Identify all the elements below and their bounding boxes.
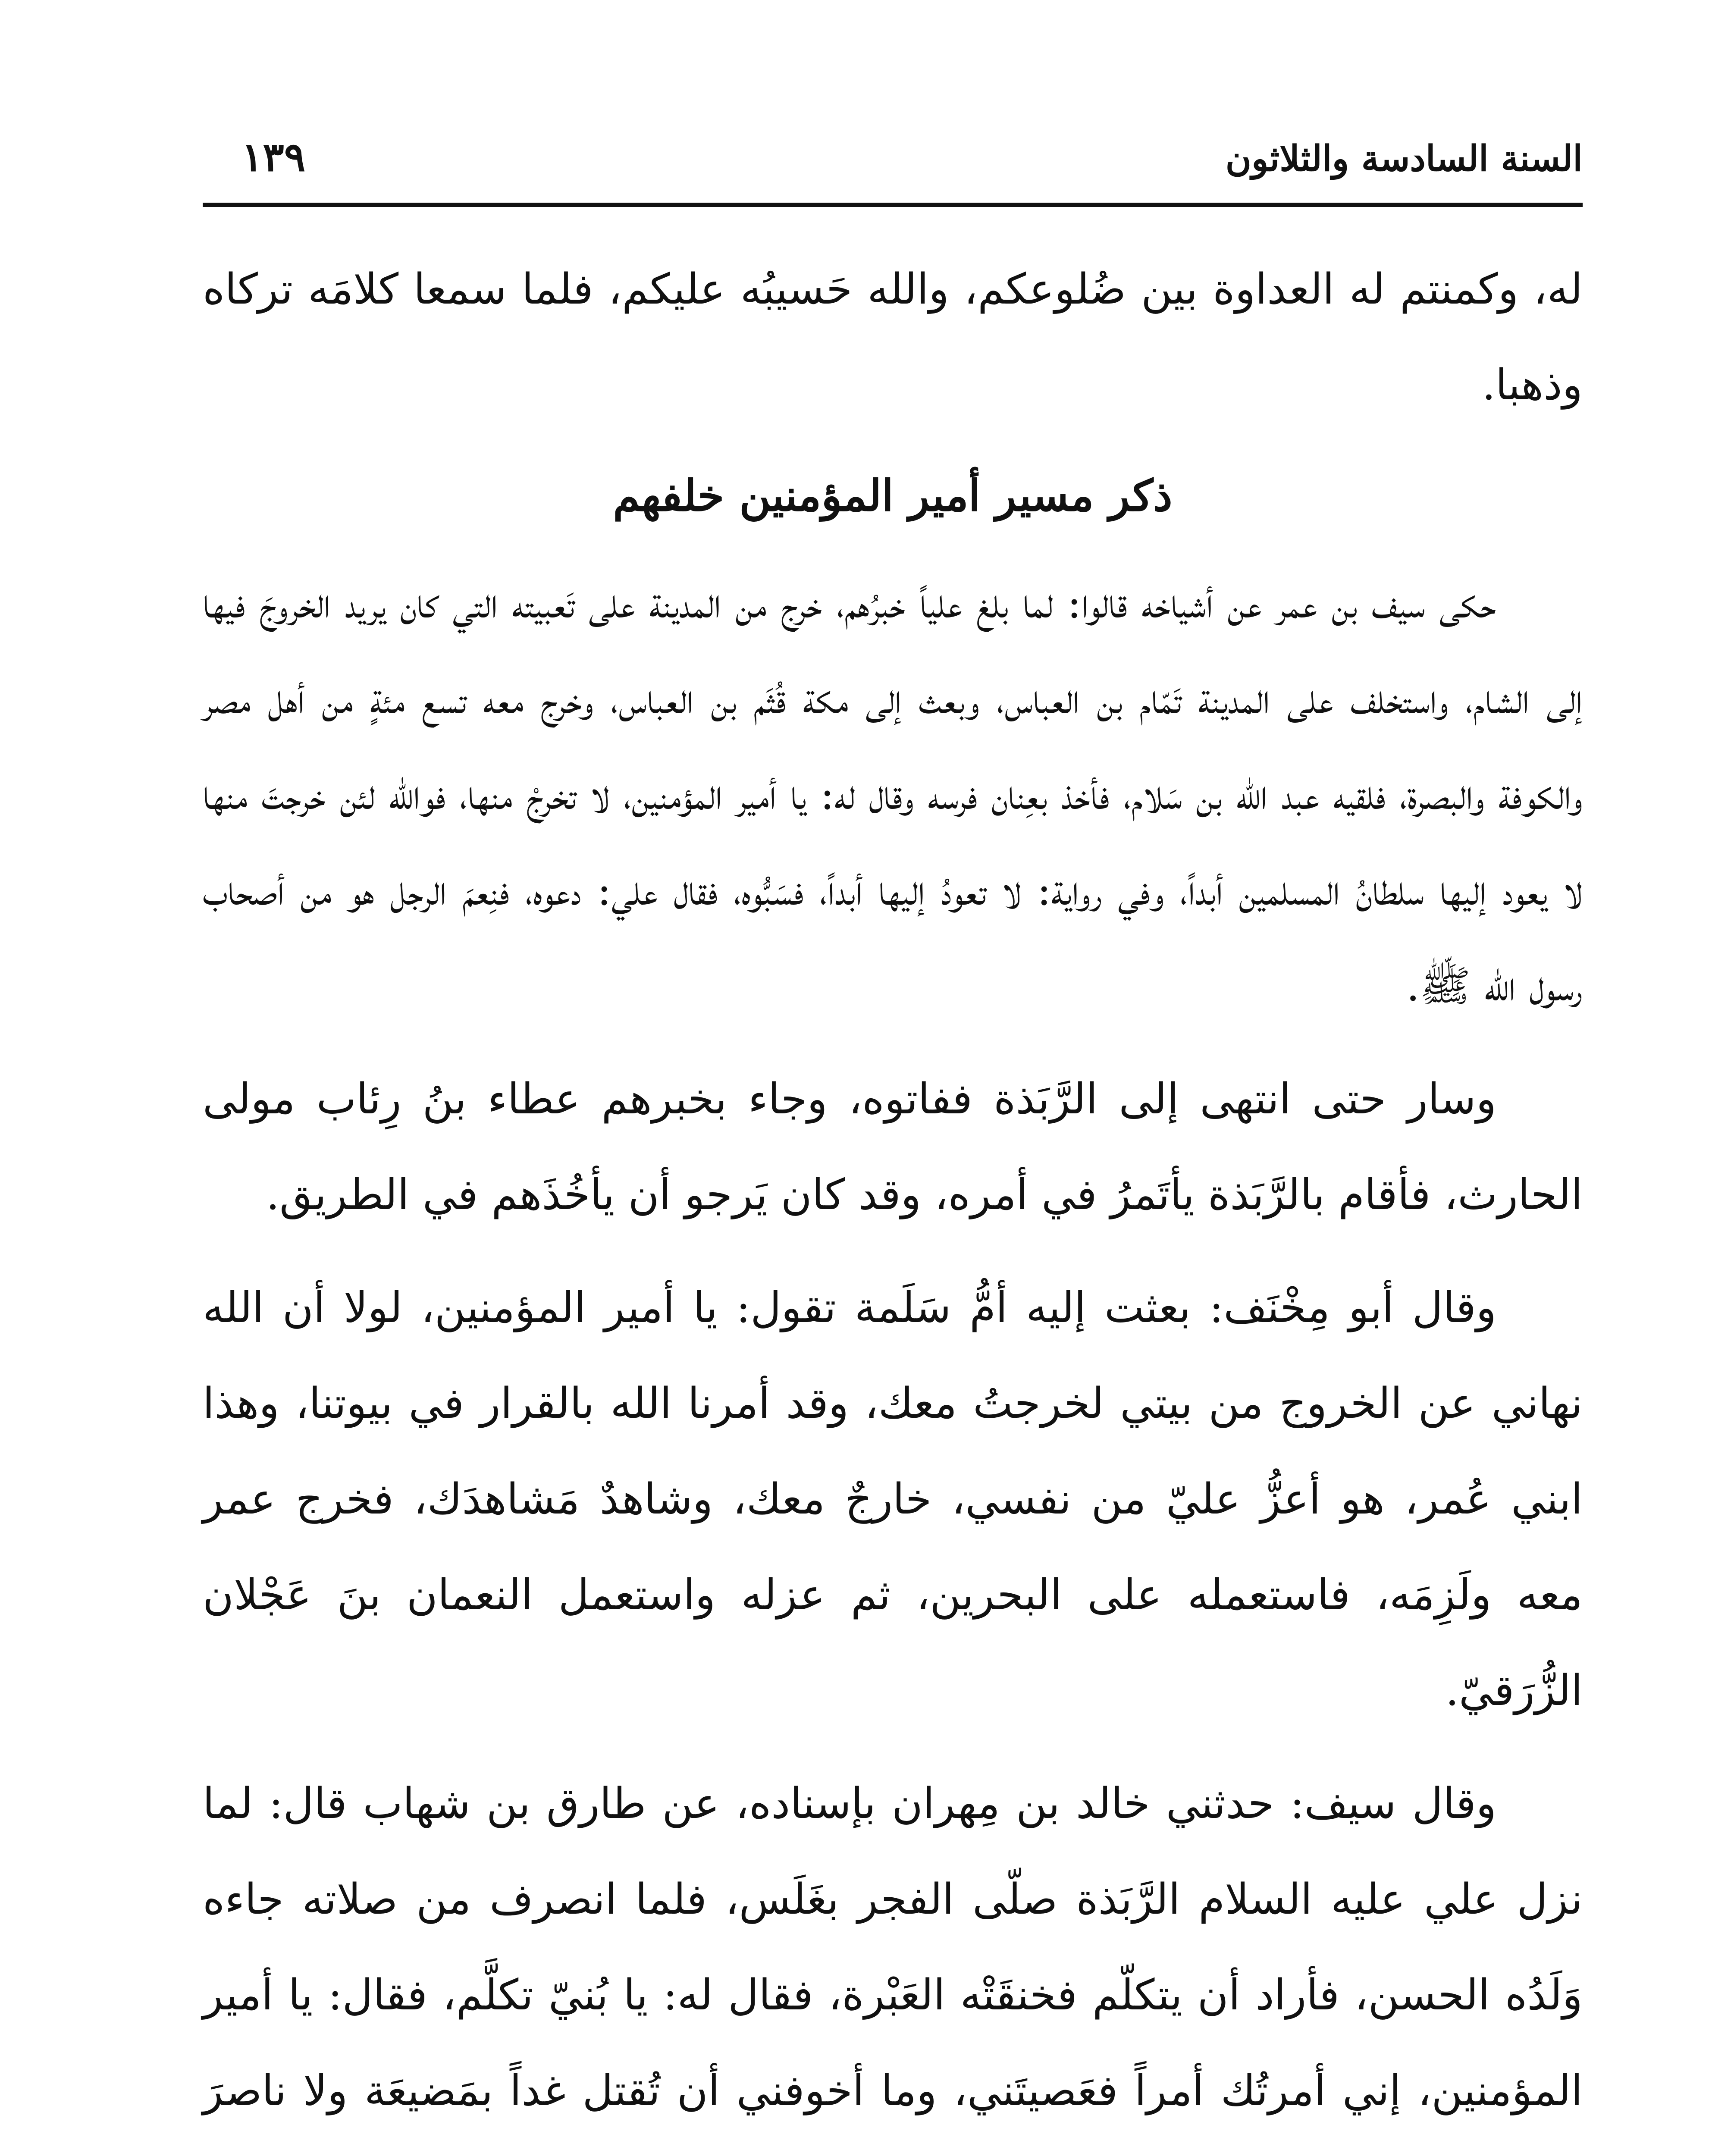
page-header (203, 125, 1583, 190)
page-body (203, 241, 1583, 2156)
running-title: السنة السادسة والثلاثون (1225, 138, 1583, 179)
paragraph-continuation: له، وكمنتم له العداوة بين ضُلوعكم، والله حَسيبُه عليكم، فلما سمعا كلامَه تركاه وذهبا. (203, 265, 1583, 410)
header-rule (203, 203, 1583, 207)
paragraph-4: وقال سيف: حدثني خالد بن مِهران بإسناده، عن طارق بن شهاب قال: لما نزل علي عليه السلام الرَّبَذة صلّى الفجر بغَلَس، فلما انصرف من صلاته جاءه وَلَدُه الحسن، فأراد أن يتكلّم فخنقَتْه العَبْرة، فقال له: يا بُنيّ تكلَّم، فقال: يا أمير المؤمنين، إني أمرتُك أمراً فعَصيتَني، وما أخوفني أن تُقتل غداً بمَضيعَة ولا ناصرَ (203, 1779, 1583, 2115)
paragraph-2: وسار حتى انتهى إلى الرَّبَذة ففاتوه، وجاء بخبرهم عطاء بنُ رِئاب مولى الحارث، فأقام بالرَّبَذة يأتَمرُ في أمره، وقد كان يَرجو أن يأخُذَهم في الطريق. (203, 1075, 1583, 1219)
section-heading: ذكر مسير أمير المؤمنين خلفهم (613, 470, 1173, 521)
paragraph-1: حكى سيف بن عمر عن أشياخه قالوا: لما بلغ علياً خبرُهم، خرج من المدينة على تَعبيته التي كان يريد الخروجَ فيها إلى الشام، واستخلف على المدينة تَمّام بن العباس، وبعث إلى مكة قُثَم بن العباس، وخرج معه تسع مئةٍ من أهل مصر والكوفة والبصرة، فلقيه عبد الله بن سَلام، فأخذ بعِنان فرسه وقال له: يا أمير المؤمنين، لا تخرجْ منها، فوالله لئن خرجتَ منها لا يعود إليها سلطانُ المسلمين أبداً، وفي رواية: لا تعودُ إليها أبداً، فسَبُّوه، فقال علي: دعوه، فنِعمَ الرجل هو من أصحاب رسول الله ﷺ. (203, 579, 1583, 1011)
page-number: ١٣٩ (241, 134, 306, 180)
paragraph-3: وقال أبو مِخْنَف: بعثت إليه أمُّ سَلَمة تقول: يا أمير المؤمنين، لولا أن الله نهاني عن الخروج من بيتي لخرجتُ معك، وقد أمرنا الله بالقرار في بيوتنا، وهذا ابني عُمر، هو أعزُّ عليّ من نفسي، خارجٌ معك، وشاهدٌ مَشاهدَك، فخرج عمر معه ولَزِمَه، فاستعمله على البحرين، ثم عزله واستعمل النعمان بنَ عَجْلان الزُّرَقيّ. (203, 1283, 1583, 1715)
